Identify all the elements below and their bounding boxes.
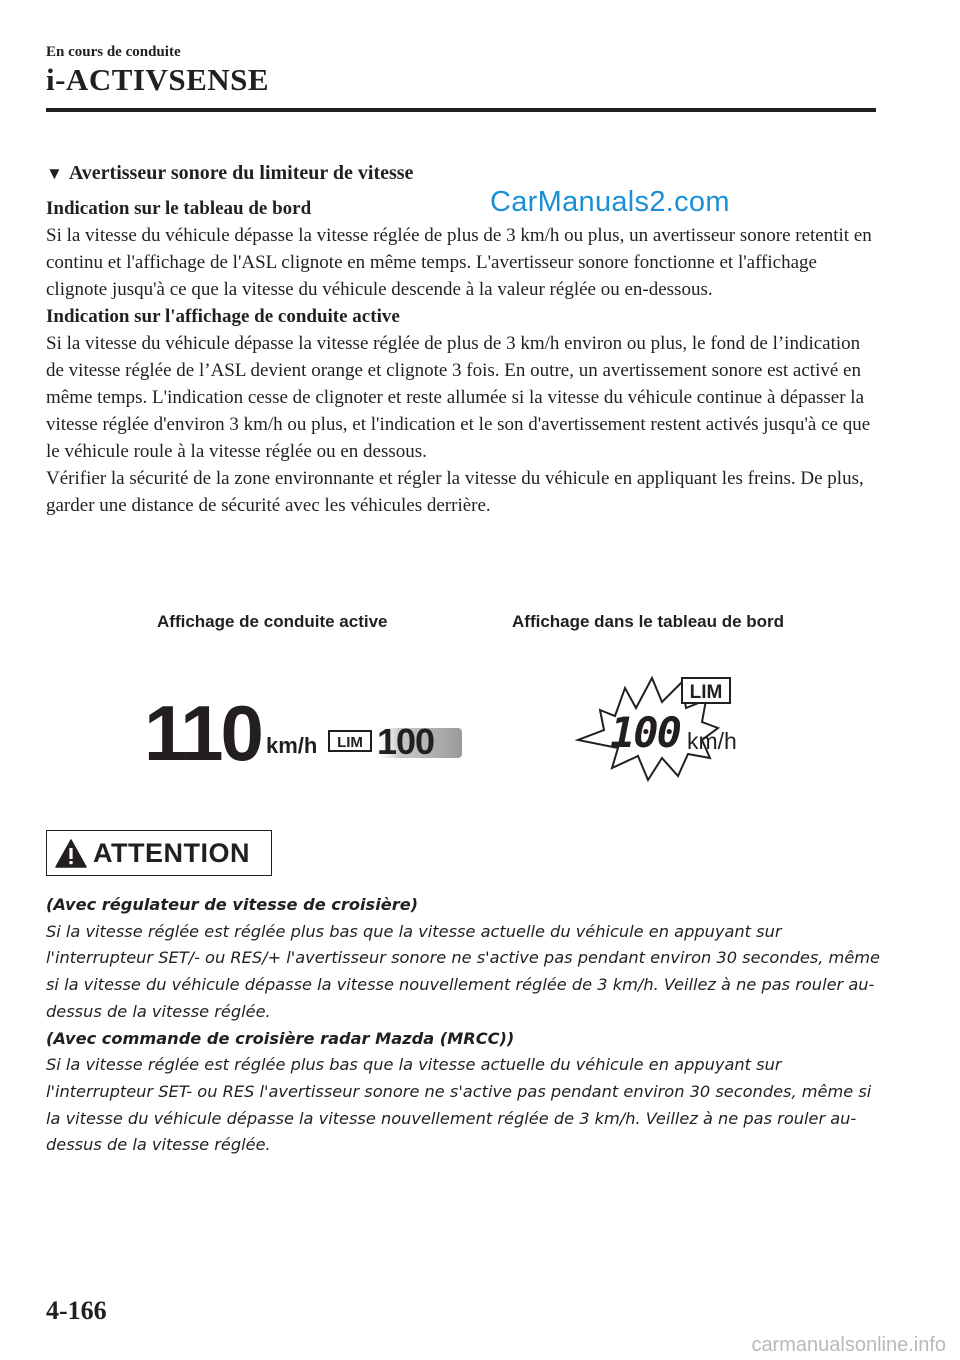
attention-box	[46, 830, 272, 876]
attention-subheading-mrcc: (Avec commande de croisière radar Mazda (MRCC))	[46, 1028, 515, 1048]
active-display-figure	[140, 680, 480, 790]
main-content	[46, 160, 876, 519]
paragraph-cluster: Si la vitesse du véhicule dépasse la vitesse réglée de plus de 3 km/h ou plus, un avertisseur sonore retentit en continu et l'affichage de l'ASL clignote en même temps. L'avertisseur sonore fonctionne et l'affichage clignote jusqu'à ce que la vitesse du véhicule descende à la valeur réglée ou en-dessous.	[46, 225, 872, 300]
figure-label-active: Affichage de conduite active	[157, 612, 388, 631]
active-lim-label: LIM	[337, 734, 363, 751]
section-heading	[46, 160, 876, 187]
attention-paragraph-mrcc: Si la vitesse réglée est réglée plus bas que la vitesse actuelle du véhicule en appuyant sur l'interrupteur SET- ou RES l'avertisseur sonore ne s'active pas pendant environ 30 secondes, même si la vitesse du véhicule dépasse la vitesse nouvellement réglée de 3 km/h. Veillez à ne pas rouler au-dessus de la vitesse réglée.	[46, 1055, 872, 1155]
cluster-set-value: 100	[610, 708, 680, 757]
attention-paragraph-cruise: Si la vitesse réglée est réglée plus bas que la vitesse actuelle du véhicule en appuyant sur l'interrupteur SET/- ou RES/+ l'avertisseur sonore ne s'active pas pendant environ 30 secondes, même si la vitesse du véhicule dépasse la vitesse nouvellement réglée de 3 km/h. Veillez à ne pas rouler au-dessus de la vitesse réglée.	[46, 921, 881, 1021]
section-heading-text: Avertisseur sonore du limiteur de vitesse	[68, 162, 414, 184]
page-number: 4-166	[46, 1296, 107, 1325]
cluster-lim-label: LIM	[689, 682, 723, 703]
active-set-value: 100	[377, 721, 435, 762]
paragraph-safety: Vérifier la sécurité de la zone environnante et régler la vitesse du véhicule en appliquant les freins. De plus, garder une distance de sécurité avec les véhicules derrière.	[46, 468, 864, 516]
attention-label: ATTENTION	[93, 837, 250, 868]
active-speed-value: 110	[144, 689, 261, 777]
watermark-text: CarManuals2.com	[490, 186, 730, 218]
paragraph-active-display: Si la vitesse du véhicule dépasse la vitesse réglée de plus de 3 km/h environ ou plus, le fond de l’indication de vitesse réglée de l’ASL devient orange et clignote 3 fois. En outre, un avertissement sonore est activé en même temps. L'indication cesse de clignoter et reste allumée si la vitesse du véhicule continue à dépasser la vitesse réglée d'environ 3 km/h ou plus, et l'indication et le son d'avertissement restent activés jusqu'à ce que le véhicule roule à la vitesse réglée ou en dessous.	[46, 333, 871, 462]
cluster-speed-unit: km/h	[687, 728, 737, 754]
footer-watermark: carmanualsonline.info	[751, 1334, 946, 1356]
page-title: i-ACTIVSENSE	[46, 62, 270, 97]
subheading-cluster: Indication sur le tableau de bord	[46, 198, 312, 219]
warning-triangle-icon	[55, 839, 87, 868]
cluster-display-figure	[570, 672, 770, 787]
header-divider	[46, 108, 876, 112]
triangle-marker-icon: ▼	[46, 164, 63, 183]
active-speed-unit: km/h	[266, 733, 318, 758]
attention-content	[46, 892, 886, 1159]
section-label: En cours de conduite	[46, 44, 181, 60]
attention-subheading-cruise: (Avec régulateur de vitesse de croisière)	[46, 895, 419, 914]
figure-label-cluster: Affichage dans le tableau de bord	[512, 612, 785, 631]
subheading-active-display: Indication sur l'affichage de conduite active	[46, 306, 400, 327]
